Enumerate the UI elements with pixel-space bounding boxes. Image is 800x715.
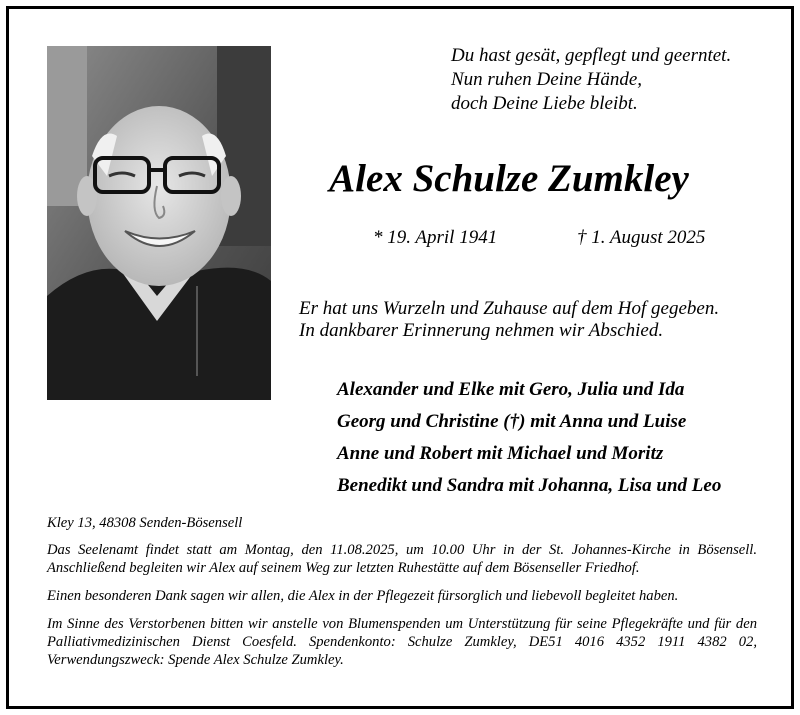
poem-line: Nun ruhen Deine Hände,	[451, 69, 643, 90]
obituary-frame	[6, 6, 794, 709]
portrait-photo	[47, 46, 271, 400]
family-member: Georg und Christine (†) mit Anna und Luise	[337, 411, 687, 432]
details-section	[47, 514, 757, 679]
poem	[451, 44, 731, 116]
family-member: Anne und Robert mit Michael und Moritz	[337, 443, 664, 464]
service-notice: Das Seelenamt findet statt am Montag, den 11.08.2025, um 10.00 Uhr in der St. Johannes-Kirche in Bösensell. Anschließend begleiten wir Alex auf seinem Weg zur letzten Ruhestätte auf dem Bösenseller Friedhof.	[47, 542, 757, 576]
birth-date: * 19. April 1941	[373, 227, 498, 248]
address: Kley 13, 48308 Senden-Bösensell	[47, 515, 243, 531]
tagline-line: In dankbarer Erinnerung nehmen wir Abschied.	[299, 320, 664, 341]
poem-line: doch Deine Liebe bleibt.	[451, 93, 638, 114]
donation-notice: Im Sinne des Verstorbenen bitten wir anstelle von Blumenspenden um Unterstützung für seine Pflegekräfte und für den Palliativmedizinischen Dienst Coesfeld. Spendenkonto: Schulze Zumkley, DE51 4016 4352 1911 4382 02, Verwendungszweck: Spende Alex Schulze Zumkley.	[47, 616, 757, 668]
tagline-line: Er hat uns Wurzeln und Zuhause auf dem Hof gegeben.	[299, 298, 720, 319]
family-member: Alexander und Elke mit Gero, Julia und Ida	[337, 379, 685, 400]
deceased-name: Alex Schulze Zumkley	[329, 157, 689, 200]
thanks-notice: Einen besonderen Dank sagen wir allen, die Alex in der Pflegezeit fürsorglich und liebevoll begleitet haben.	[47, 588, 679, 604]
tagline	[299, 298, 719, 342]
family-list	[337, 374, 721, 502]
death-date: † 1. August 2025	[577, 227, 706, 248]
poem-line: Du hast gesät, gepflegt und geerntet.	[451, 45, 732, 66]
family-member: Benedikt und Sandra mit Johanna, Lisa und Leo	[337, 475, 722, 496]
portrait-illustration	[47, 46, 271, 400]
